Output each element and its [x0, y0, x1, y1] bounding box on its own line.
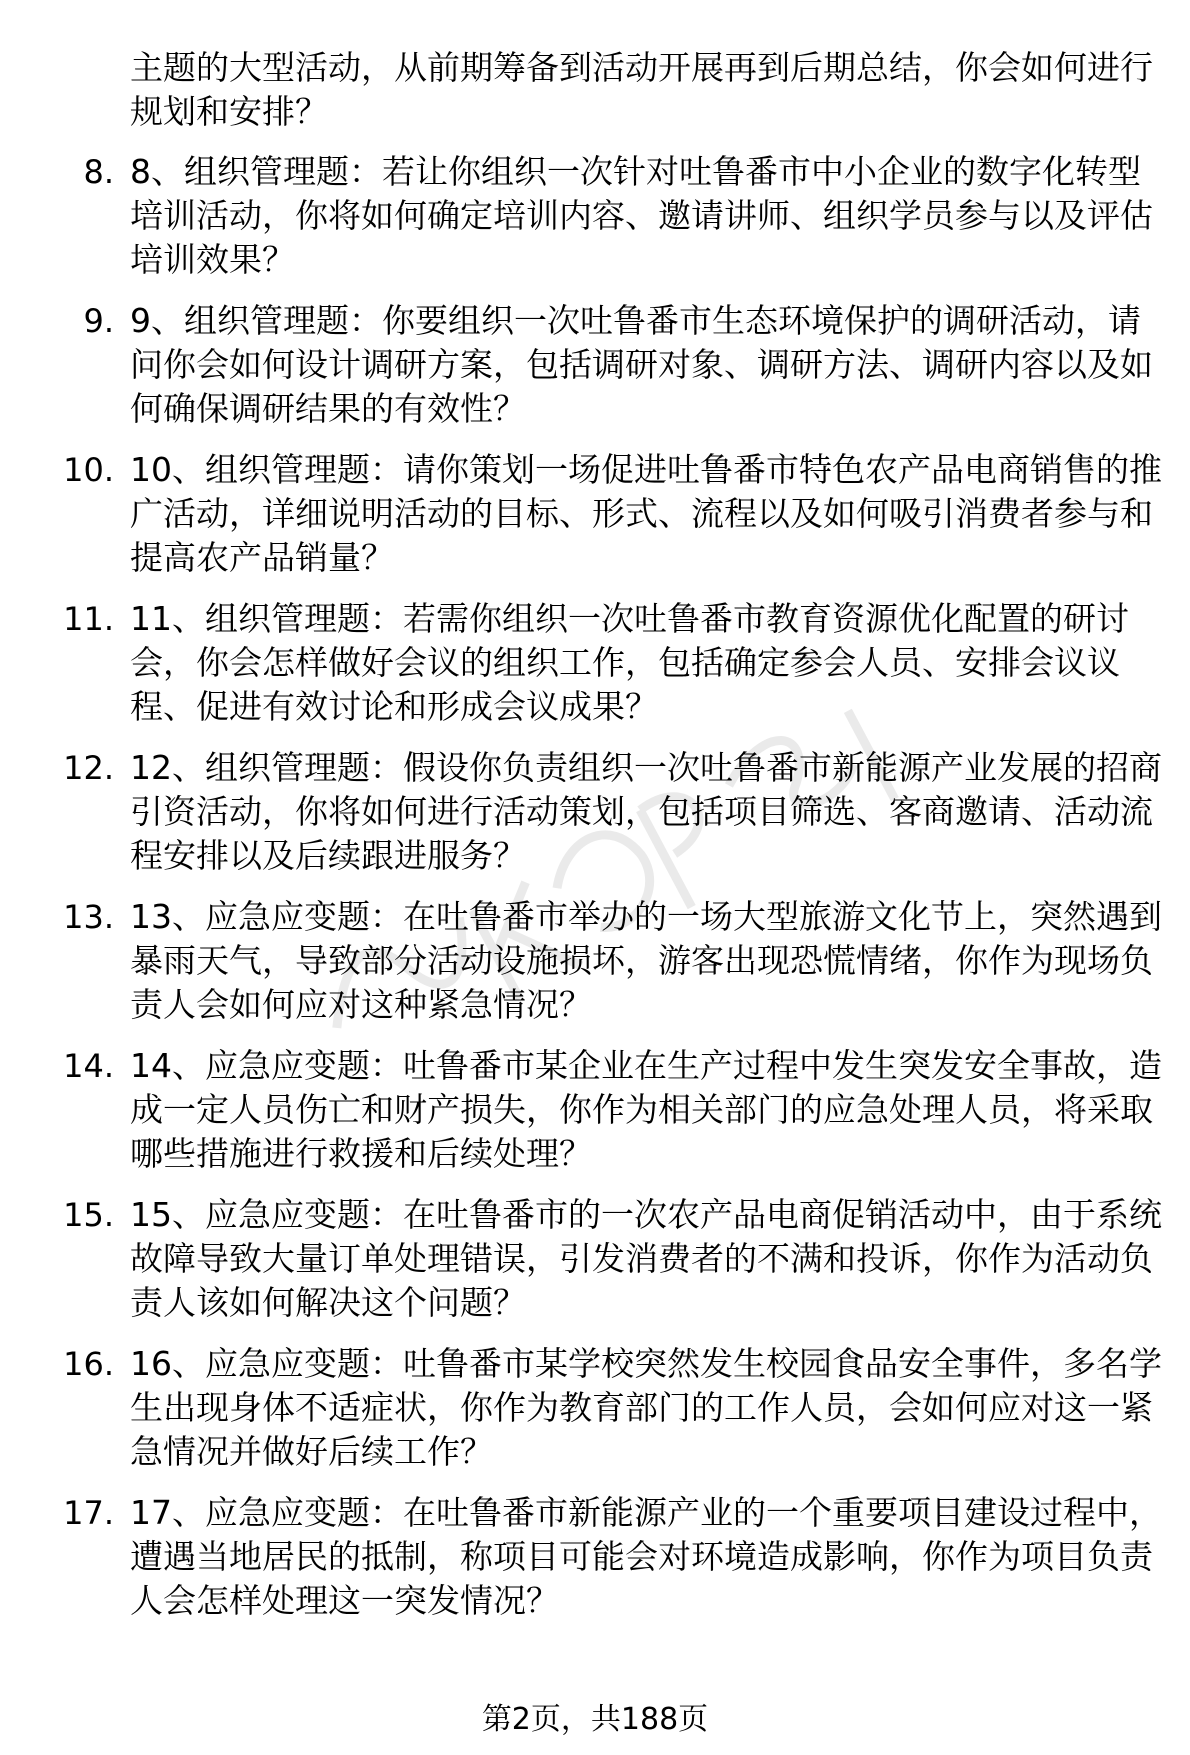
- question-number-label: 10.: [63, 451, 114, 489]
- question-number: [60, 746, 130, 790]
- question-number-label: 8.: [83, 153, 114, 191]
- question-text: 17、应急应变题：在吐鲁番市新能源产业的一个重要项目建设过程中，遭遇当地居民的抵制，称项目可能会对环境造成影响，你作为项目负责人会怎样处理这一突发情况？: [130, 1493, 1162, 1620]
- question-number: [60, 150, 130, 194]
- question-text: 13、应急应变题：在吐鲁番市举办的一场大型旅游文化节上，突然遇到暴雨天气，导致部分活动设施损坏，游客出现恐慌情绪，你作为现场负责人会如何应对这种紧急情况？: [130, 897, 1162, 1024]
- question-number-label: 16.: [63, 1345, 114, 1383]
- question-number: [60, 448, 130, 492]
- list-item: [60, 895, 1170, 1027]
- page-footer: [0, 1700, 1190, 1740]
- question-number-label: 9.: [83, 302, 114, 340]
- question-text: 14、应急应变题：吐鲁番市某企业在生产过程中发生突发安全事故，造成一定人员伤亡和财产损失，你作为相关部门的应急处理人员，将采取哪些措施进行救援和后续处理？: [130, 1046, 1162, 1173]
- question-number-label: 11.: [63, 600, 114, 638]
- question-number: [60, 1044, 130, 1088]
- continued-question-text: 主题的大型活动，从前期筹备到活动开展再到后期总结，你会如何进行规划和安排？: [130, 48, 1153, 131]
- question-number-label: 14.: [63, 1047, 114, 1085]
- question-number: [60, 1491, 130, 1535]
- question-number-label: 15.: [63, 1196, 114, 1234]
- question-number: [60, 597, 130, 641]
- list-item: [60, 150, 1170, 282]
- question-list: [60, 150, 1170, 1623]
- question-text: 16、应急应变题：吐鲁番市某学校突然发生校园食品安全事件，多名学生出现身体不适症状，你作为教育部门的工作人员，会如何应对这一紧急情况并做好后续工作？: [130, 1344, 1162, 1471]
- page-number-label: 第2页，共188页: [481, 1702, 709, 1737]
- list-item: [60, 448, 1170, 580]
- question-text: 15、应急应变题：在吐鲁番市的一次农产品电商促销活动中，由于系统故障导致大量订单处理错误，引发消费者的不满和投诉，你作为活动负责人该如何解决这个问题？: [130, 1195, 1162, 1322]
- question-text: 11、组织管理题：若需你组织一次吐鲁番市教育资源优化配置的研讨会，你会怎样做好会议的组织工作，包括确定参会人员、安排会议议程、促进有效讨论和形成会议成果？: [130, 599, 1129, 726]
- question-text: 10、组织管理题：请你策划一场促进吐鲁番市特色农产品电商销售的推广活动，详细说明活动的目标、形式、流程以及如何吸引消费者参与和提高农产品销量？: [130, 450, 1162, 577]
- list-item: [60, 746, 1170, 878]
- question-content: [60, 46, 1170, 1640]
- question-number: [60, 1193, 130, 1237]
- list-item: [60, 1193, 1170, 1325]
- question-number: [60, 1342, 130, 1386]
- question-text: 9、组织管理题：你要组织一次吐鲁番市生态环境保护的调研活动，请问你会如何设计调研方案，包括调研对象、调研方法、调研内容以及如何确保调研结果的有效性？: [130, 301, 1153, 428]
- question-number: [60, 895, 130, 939]
- list-item: [60, 1342, 1170, 1474]
- question-text: 12、组织管理题：假设你负责组织一次吐鲁番市新能源产业发展的招商引资活动，你将如何进行活动策划，包括项目筛选、客商邀请、活动流程安排以及后续跟进服务？: [130, 748, 1162, 875]
- question-number-label: 17.: [63, 1494, 114, 1532]
- list-item: [60, 299, 1170, 431]
- list-item: [60, 1044, 1170, 1176]
- list-item: [60, 1491, 1170, 1623]
- question-number-label: 13.: [63, 898, 114, 936]
- question-text: 8、组织管理题：若让你组织一次针对吐鲁番市中小企业的数字化转型培训活动，你将如何确定培训内容、邀请讲师、组织学员参与以及评估培训效果？: [130, 152, 1153, 279]
- question-number-label: 12.: [63, 749, 114, 787]
- list-item: [60, 597, 1170, 729]
- question-number: [60, 299, 130, 343]
